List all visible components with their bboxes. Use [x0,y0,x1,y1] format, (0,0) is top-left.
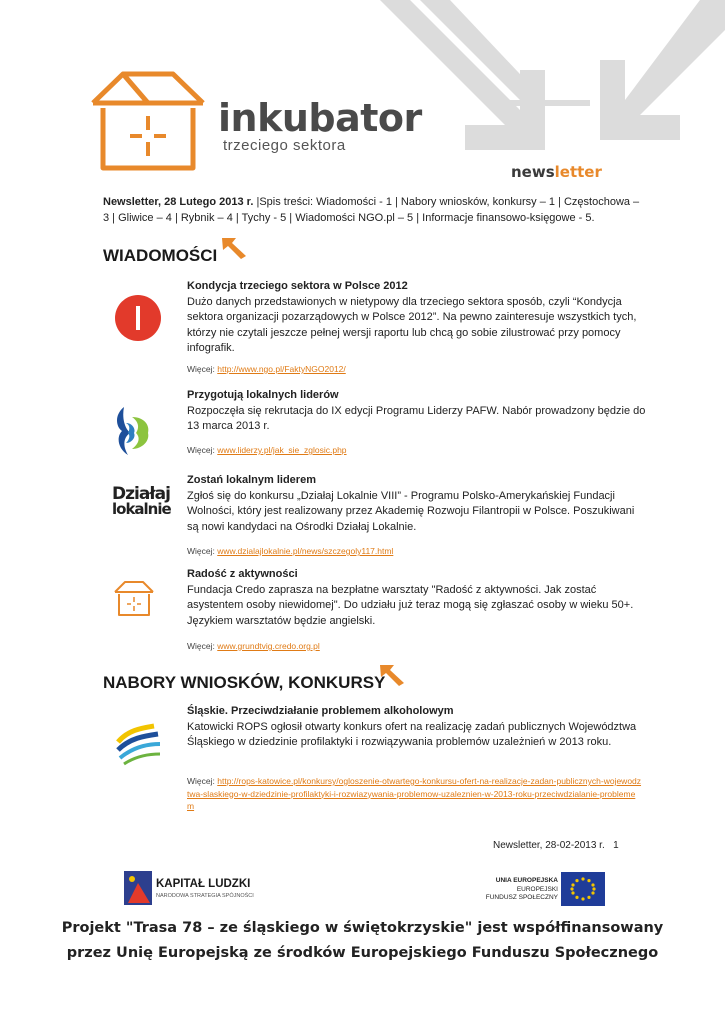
more-link-2-row [187,445,347,455]
call-item-1-title: Śląskie. Przeciwdziałanie problemem alkoholowym [187,705,454,717]
newsletter-date: Newsletter, 28 Lutego 2013 r. [103,196,254,208]
more-label: Więcej: [187,776,215,786]
inkubator-small-icon [113,580,155,618]
slaskie-logo-icon [114,722,162,766]
news-item-3-title: Zostań lokalnym liderem [187,474,316,486]
eu-flag-icon [561,872,605,906]
page-footer: Newsletter, 28-02-2013 r. 1 [493,840,619,851]
news-item-3 [187,473,647,535]
project-line-1: Projekt "Trasa 78 – ze śląskiego w świętokrzyskie" jest współfinansowany [61,920,664,936]
kapital-ludzki-emblem-icon [122,869,154,907]
more-link-4-row [187,641,320,651]
dzialaj-lokalnie-logo [112,484,171,518]
eu-line2: EUROPEJSKI [516,885,558,893]
news-item-1-title: Kondycja trzeciego sektora w Polsce 2012 [187,280,408,292]
kapital-ludzki-title: KAPITAŁ LUDZKI [156,878,251,890]
call-item-1 [187,704,647,751]
inkubator-logo-icon [88,68,213,173]
eu-line3: FUNDUSZ SPOŁECZNY [485,894,558,901]
more-link-1[interactable]: http://www.ngo.pl/FaktyNGO2012/ [217,364,346,374]
logo-wordmark: inkubator [218,96,422,140]
section-title-news-text: WIADOMOŚCI [103,246,218,265]
dzialaj-logo-line1: Działaj [112,484,170,504]
more-label: Więcej: [187,546,215,556]
news-item-2-title: Przygotują lokalnych liderów [187,389,339,401]
news-item-2 [187,388,647,435]
more-link-1-row [187,364,346,374]
eu-fund-label [478,877,558,903]
eu-line1: UNIA EUROPEJSKA [495,877,558,884]
more-link-2[interactable]: www.liderzy.pl/jak_sie_zglosic.php [217,445,347,455]
letter-part: letter [554,163,602,181]
more-label: Więcej: [187,364,215,374]
more-link-3-row [187,546,393,556]
kapital-ludzki-subtitle: NARODOWA STRATEGIA SPÓJNOŚCI [156,893,254,899]
news-item-4-title: Radość z aktywności [187,568,298,580]
dzialaj-logo-line2: lokalnie [112,500,171,518]
orange-arrow-icon [220,236,248,260]
news-item-3-body: Zgłoś się do konkursu „Działaj Lokalnie VIII” - Programu Polsko-Amerykańskiej Fundacji Wolności, który jest realizowany przez Akademię Rozwoju Filantropii w Polsce. Poszukiwani są nowi kandydaci na Ośrodki Działaj Lokalnie. [187,489,635,533]
news-item-4 [187,567,647,629]
more-link-5-row [187,775,642,813]
more-label: Więcej: [187,641,215,651]
section-title-calls-text: NABORY WNIOSKÓW, KONKURSY [103,673,386,692]
news-item-4-body: Fundacja Credo zaprasza na bezpłatne warsztaty "Radość z aktywności. Jak zostać asystentem osoby niewidomej". Do udziału już teraz mogą się zgłaszać osoby w wieku 50+. Językiem warsztatów będzie angielski. [187,583,634,627]
liderzy-logo-icon [110,403,160,458]
table-of-contents: |Spis treści: Wiadomości - 1 | Nabory wniosków, konkursy – 1 | Częstochowa – 3 | Gliwice – 4 | Rybnik – 4 | Tychy - 5 | Wiadomości NGO.pl – 5 | Informacje finansowo-księgowe - 5. [103,196,640,224]
more-label: Więcej: [187,445,215,455]
news-item-2-body: Rozpoczęła się rekrutacja do IX edycji Programu Liderzy PAFW. Nabór prowadzony będzie do 13 marca 2013 r. [187,404,646,432]
orange-arrow-icon [378,663,406,687]
logo-subtitle: trzeciego sektora [223,137,346,154]
news-part: news [511,163,555,181]
news-item-1 [187,279,647,357]
section-title-news [103,246,217,266]
section-title-calls [103,673,385,693]
intro-toc [103,194,643,226]
more-link-3[interactable]: www.dzialajlokalnie.pl/news/szczegoly117.html [217,546,394,556]
project-line-2: przez Unię Europejską ze środków Europejskiego Funduszu Społecznego [66,945,659,961]
news-item-1-body: Dużo danych przedstawionych w nietypowy dla trzeciego sektora sposób, czyli “Kondycja sektora organizacji pozarządowych w Polsce 2012”. Na pewno zainteresuje wszystkich tych, którzy nie czytali jeszcze pełnej wersji raportu lub chcą go sobie zilustrować przy pomocy infografik. [187,295,637,354]
more-link-4[interactable]: www.grundtvig.credo.org.pl [217,641,320,651]
newsletter-tag [511,163,602,181]
more-link-5[interactable]: http://rops-katowice.pl/konkursy/ogloszenie-otwartego-konkursu-ofert-na-realizacje-zadan-publicznych-wojewodztwa-slaskiego-w-dziedzinie-profilaktyki-i-rozwiazywania-problemow-uzaleznien-w-2013-roku-przeciwdzialanie-problemem [187,776,642,811]
call-item-1-body: Katowicki ROPS ogłosił otwarty konkurs ofert na realizację zadań publicznych Województwa Śląskiego w dziedzinie profilaktyki i rozwiązywania problemów uzależnień w 2013 roku. [187,720,637,748]
ngo-report-icon [114,294,162,342]
